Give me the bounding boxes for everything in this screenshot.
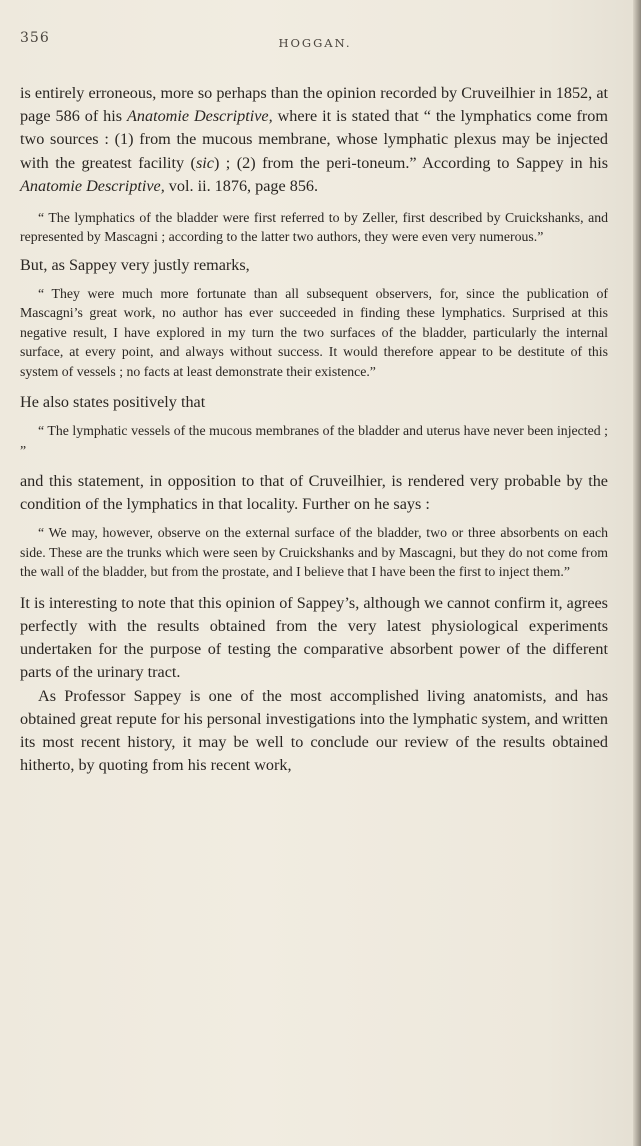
paragraph-3: He also states positively that [20,393,206,412]
sic-annotation: sic [195,153,214,172]
page-body [20,82,608,777]
paragraph-1: is entirely erroneous, more so perhaps than the opinion recorded by Cruveilhier in 1852, at page 586 of his Anatomie Descriptive, where it is stated that “ the lymphatics come from two sources : (1) from the mucous membrane, whose lymphatic plexus may be injected with the greatest facility (sic) ; (2) from the peri-toneum.” According to Sappey in his Anatomie Descriptive, vol. ii. 1876, page 856. [20,84,608,195]
page-number: 356 [20,30,50,46]
block-quote-4: “ We may, however, observe on the external surface of the bladder, two or three absorbents on each side. These are the trunks which were seen by Cruickshanks and by Mascagni, but they do not come from the wall of the bladder, but from the prostate, and I believe that I have been the first to inject them.” [20,525,608,580]
running-head: HOGGAN. [278,36,352,50]
book-title: Anatomie Descriptive, [20,176,165,195]
block-quote-1: “ The lymphatics of the bladder were first referred to by Zeller, first described by Cruickshanks, and represented by Mascagni ; according to the latter two authors, they were even very numerous.” [20,210,608,245]
paragraph-5: It is interesting to note that this opinion of Sappey’s, although we cannot confirm it, agrees perfectly with the results obtained from the very latest physiological experiments undertaken for the purpose of testing the comparative absorbent power of the different parts of the urinary tract. [20,593,608,682]
paragraph-4: and this statement, in opposition to that of Cruveilhier, is rendered very probable by the condition of the lymphatics in that locality. Further on he says : [20,472,608,514]
book-title: Anatomie Descriptive, [127,107,273,126]
paragraph-6: As Professor Sappey is one of the most accomplished living anatomists, and has obtained great repute for his personal investigations into the lymphatic system, and written its most recent history, it may be well to conclude our review of the results obtained hitherto, by quoting from his recent work, [20,686,608,775]
block-quote-2: “ They were much more fortunate than all subsequent observers, for, since the publication of Mascagni’s great work, no author has ever succeeded in finding these lymphatics. Surprised at this negative result, I have explored in my turn the two surfaces of the bladder, particularly the internal surface, at every point, and always without success. It would therefore appear to be destitute of this system of vessels ; no facts at least demonstrate their existence.” [20,286,608,379]
paragraph-2: But, as Sappey very justly remarks, [20,255,250,274]
page-edge-shadow [633,0,641,1146]
page-header [20,30,610,56]
block-quote-3: “ The lymphatic vessels of the mucous membranes of the bladder and uterus have never been injected ; ” [20,423,608,458]
